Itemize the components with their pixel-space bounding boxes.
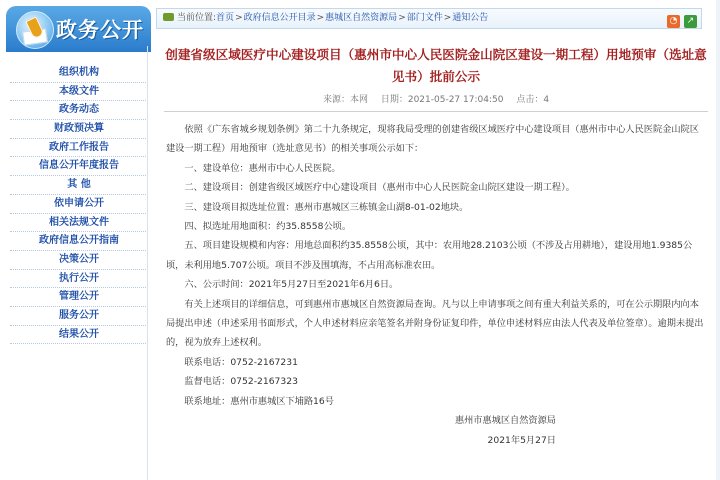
sidebar-item-org[interactable]: 组织机构 [10,64,148,83]
article-clicks: 点击：4 [516,95,550,105]
signer: 惠州市惠城区自然资源局 [454,415,556,427]
paragraph-details: 有关上述项目的详细信息，可到惠州市惠城区自然资源局查询。凡与以上申请事项之间有重大利益关系的，可在公示期限内向本局提出申述（申述采用书面形式，个人申述材料应亲笔签名并附身份证复印件，单位申述材料应由法人代表及单位签章）。逾期未提出的，视为放弃上述权利。 [166,298,704,349]
sidebar-item-annual-report[interactable]: 信息公开年度报告 [10,157,148,176]
title-divider [164,111,708,112]
paragraph-intro: 依照《广东省城乡规划条例》第二十九条规定，现将我局受理的创建省级区域医疗中心建设项目（惠州市中心人民医院金山院区建设一期工程）用地预审（选址意见书）的相关事项公示如下： [166,124,699,155]
breadcrumb-dept-docs[interactable]: 部门文件 [406,13,443,23]
sidebar-item-management[interactable]: 管理公开 [10,288,148,307]
breadcrumb-prefix: 当前位置: [177,13,217,23]
rss-icon[interactable]: ◔ [667,15,680,28]
home-icon [163,13,174,21]
article-source: 来源：本网 [322,95,368,105]
top-icons [663,12,697,25]
article-title: 创建省级区域医疗中心建设项目（惠州市中心人民医院金山院区建设一期工程）用地预审（选址意见书）批前公示 [165,47,707,84]
sidebar-item-other[interactable]: 其 他 [10,176,148,195]
contact-phone: 联系电话：0752-2167231 [184,356,298,368]
sidebar-nav [10,64,148,344]
article-date: 日期：2021-05-27 17:04:50 [380,95,504,105]
paragraph-item-2: 二、建设项目：创建省级区域医疗中心建设项目（惠州市中心人民医院金山院区建设一期工程）。 [184,182,575,194]
sidebar-item-budget[interactable]: 财政预决算 [10,120,148,139]
sidebar-divider [147,46,148,480]
sidebar-item-decision[interactable]: 决策公开 [10,251,148,270]
sidebar-header [6,6,151,52]
share-icon[interactable]: ↗ [684,15,697,28]
article-meta [156,92,716,105]
paragraph-item-5: 五、项目建设规模和内容：用地总面积约35.8558公顷，其中：农用地28.2103公顷（不涉及占用耕地），建设用地1.9385公顷，未利用地5.707公顷。项目不涉及围填海，不占用高标准农田。 [166,240,693,271]
breadcrumb: 当前位置:首页>政府信息公开目录>惠城区自然资源局>部门文件>通知公告 ◔ ↗ [156,8,702,29]
sidebar-item-result[interactable]: 结果公开 [10,326,148,345]
sidebar-item-local-docs[interactable]: 本级文件 [10,83,148,102]
breadcrumb-notices[interactable]: 通知公告 [452,13,489,23]
sidebar-item-guide[interactable]: 政府信息公开指南 [10,232,148,251]
breadcrumb-bureau[interactable]: 惠城区自然资源局 [325,13,398,23]
sidebar-item-regulations[interactable]: 相关法规文件 [10,214,148,233]
article [156,28,716,450]
supervise-phone: 监督电话：0752-2167323 [184,376,298,388]
document-pin-icon [16,11,54,49]
paragraph-item-3: 三、建设项目拟选址位置：惠州市惠城区三栋镇金山湖8-01-02地块。 [184,201,469,213]
sidebar-item-execution[interactable]: 执行公开 [10,270,148,289]
sidebar-item-service[interactable]: 服务公开 [10,307,148,326]
scrollbar-track[interactable] [716,0,720,480]
breadcrumb-catalog[interactable]: 政府信息公开目录 [243,13,316,23]
paragraph-item-1: 一、建设单位：惠州市中心人民医院。 [184,162,341,174]
sidebar [4,6,152,480]
article-body [166,120,706,450]
contact-address: 联系地址：惠州市惠城区下埔路16号 [184,395,334,407]
sidebar-item-on-request[interactable]: 依申请公开 [10,195,148,214]
paragraph-item-6: 六、公示时间：2021年5月27日至2021年6月6日。 [184,279,399,291]
paragraph-item-4: 四、拟选址用地面积：约35.8558公顷。 [184,221,352,233]
sign-date: 2021年5月27日 [487,434,556,446]
sidebar-title: 政务公开 [56,18,144,42]
sidebar-item-news[interactable]: 政务动态 [10,101,148,120]
sidebar-item-work-report[interactable]: 政府工作报告 [10,139,148,158]
breadcrumb-home[interactable]: 首页 [216,13,235,23]
